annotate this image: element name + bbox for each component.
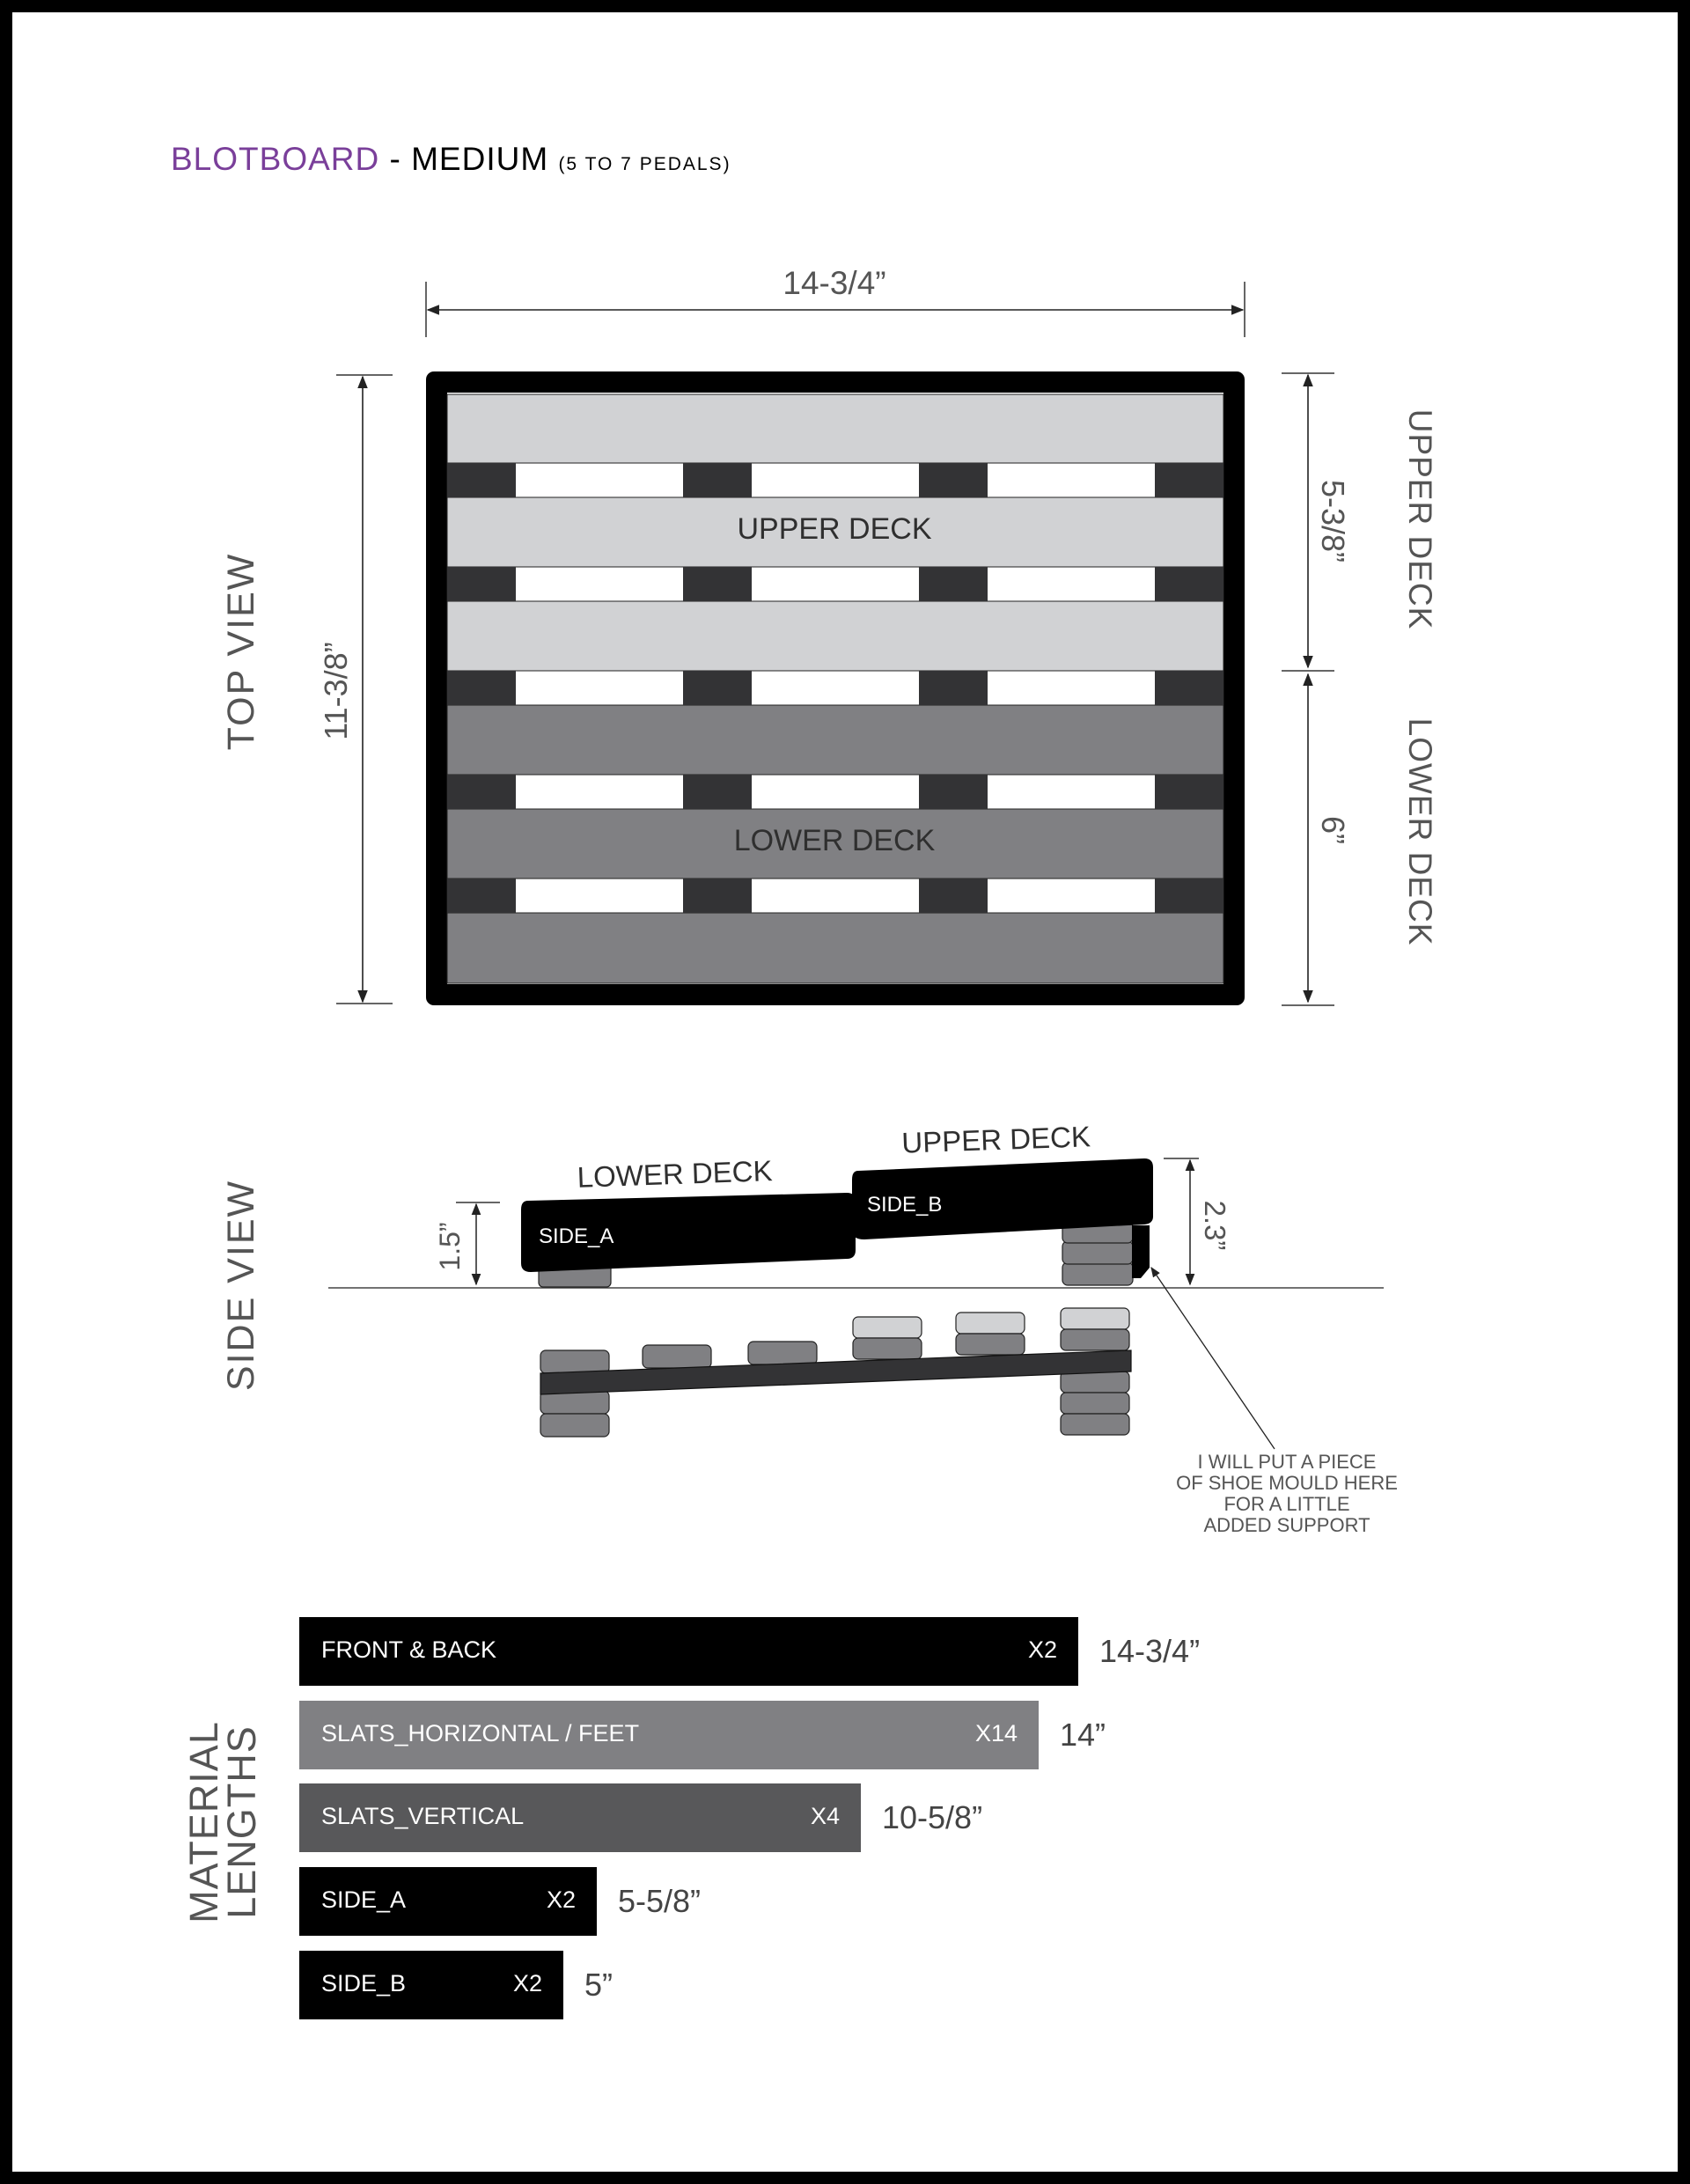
support-note — [1176, 1451, 1398, 1536]
upper-deck-label: UPPER DECK — [737, 512, 932, 546]
materials-heading — [181, 1721, 264, 1923]
note-line: ADDED SUPPORT — [1203, 1514, 1370, 1536]
material-length: 10-5/8” — [882, 1799, 983, 1835]
material-length: 14” — [1060, 1717, 1106, 1753]
runner-block — [683, 671, 752, 705]
side-profile-illustration — [540, 1308, 1131, 1437]
profile-block — [540, 1350, 609, 1373]
material-bar — [299, 1783, 861, 1852]
runner-block — [683, 775, 752, 809]
material-length: 14-3/4” — [1099, 1633, 1201, 1669]
height-dimension: 11-3/8” — [318, 642, 354, 740]
runner-block — [919, 879, 988, 913]
side-lower-deck-label: LOWER DECK — [577, 1154, 774, 1194]
material-label: FRONT & BACK — [321, 1636, 497, 1663]
material-label: SLATS_VERTICAL — [321, 1803, 525, 1829]
upper-slat — [447, 394, 1223, 463]
profile-block — [1061, 1393, 1129, 1414]
upper-deck-dimension: 5-3/8” — [1315, 479, 1351, 563]
profile-block — [1061, 1308, 1129, 1329]
profile-rail — [540, 1350, 1131, 1394]
side-view — [220, 1120, 1398, 1536]
runner-block — [683, 463, 752, 497]
lower-slat — [447, 705, 1223, 775]
note-line: FOR A LITTLE — [1223, 1493, 1350, 1515]
lower-deck-dimension: 6” — [1315, 815, 1351, 845]
title-pedals: (5 TO 7 PEDALS) — [558, 154, 731, 174]
side-upper-deck-label: UPPER DECK — [900, 1120, 1091, 1159]
lower-deck-side-label: LOWER DECK — [1402, 717, 1438, 946]
runner-block — [447, 775, 516, 809]
runner-block — [919, 671, 988, 705]
runner-block — [1155, 775, 1223, 809]
profile-block — [748, 1342, 817, 1364]
upper-slat — [447, 601, 1223, 671]
profile-block — [956, 1334, 1025, 1355]
slat-gap — [447, 879, 1223, 913]
slat-gap — [447, 567, 1223, 601]
runner-block — [447, 463, 516, 497]
lower-slat — [447, 913, 1223, 983]
profile-block — [1061, 1371, 1129, 1393]
slat-gap — [447, 463, 1223, 497]
material-bar — [299, 1951, 563, 2019]
upper-deck-side-label: UPPER DECK — [1402, 408, 1438, 630]
profile-block — [643, 1345, 711, 1368]
title-separator: - — [389, 141, 401, 177]
top-view-label: TOP VIEW — [220, 552, 262, 751]
runner-block — [447, 567, 516, 601]
note-line: I WILL PUT A PIECE — [1197, 1451, 1377, 1473]
profile-block — [853, 1338, 922, 1359]
side-b-label: SIDE_B — [867, 1193, 943, 1217]
foot-block — [1062, 1241, 1133, 1264]
shoe-mould-support — [1132, 1225, 1150, 1278]
material-qty: X4 — [810, 1803, 840, 1829]
width-dimension: 14-3/4” — [783, 265, 886, 301]
profile-block — [853, 1317, 922, 1338]
profile-block — [1061, 1414, 1129, 1435]
note-line: OF SHOE MOULD HERE — [1176, 1472, 1398, 1494]
side-a-label: SIDE_A — [539, 1224, 614, 1248]
profile-block — [540, 1414, 609, 1437]
materials-heading-line: LENGTHS — [219, 1725, 264, 1919]
runner-block — [919, 567, 988, 601]
material-label: SIDE_A — [321, 1886, 407, 1913]
material-qty: X2 — [512, 1970, 542, 1996]
runner-block — [1155, 463, 1223, 497]
side-view-label: SIDE VIEW — [220, 1179, 262, 1392]
runner-block — [447, 879, 516, 913]
material-length: 5-5/8” — [618, 1883, 702, 1919]
runner-block — [447, 671, 516, 705]
material-bar — [299, 1701, 1039, 1769]
profile-block — [1061, 1329, 1129, 1350]
material-bar — [299, 1867, 597, 1936]
lower-deck-label: LOWER DECK — [733, 824, 936, 857]
runner-block — [683, 567, 752, 601]
slat-gap — [447, 775, 1223, 809]
slat-gap — [447, 671, 1223, 705]
material-length: 5” — [584, 1967, 614, 2003]
material-qty: X14 — [974, 1720, 1018, 1746]
foot-block — [1062, 1262, 1133, 1285]
material-label: SIDE_B — [321, 1970, 407, 1996]
runner-block — [1155, 567, 1223, 601]
title-brand: BLOTBOARD — [171, 141, 380, 177]
runner-block — [683, 879, 752, 913]
materials-heading-line: MATERIAL — [181, 1721, 226, 1923]
right-height-dimension: 2.3” — [1199, 1200, 1231, 1251]
runner-block — [919, 463, 988, 497]
runner-block — [1155, 671, 1223, 705]
profile-block — [956, 1313, 1025, 1334]
top-view — [220, 265, 1438, 1005]
runner-block — [919, 775, 988, 809]
material-bar — [299, 1617, 1078, 1686]
title-size: MEDIUM — [411, 141, 549, 177]
material-qty: X2 — [1027, 1636, 1057, 1663]
left-height-dimension: 1.5” — [434, 1222, 466, 1271]
material-label: SLATS_HORIZONTAL / FEET — [321, 1720, 640, 1746]
material-qty: X2 — [546, 1886, 576, 1913]
note-leader-line — [1151, 1268, 1275, 1449]
runner-block — [1155, 879, 1223, 913]
